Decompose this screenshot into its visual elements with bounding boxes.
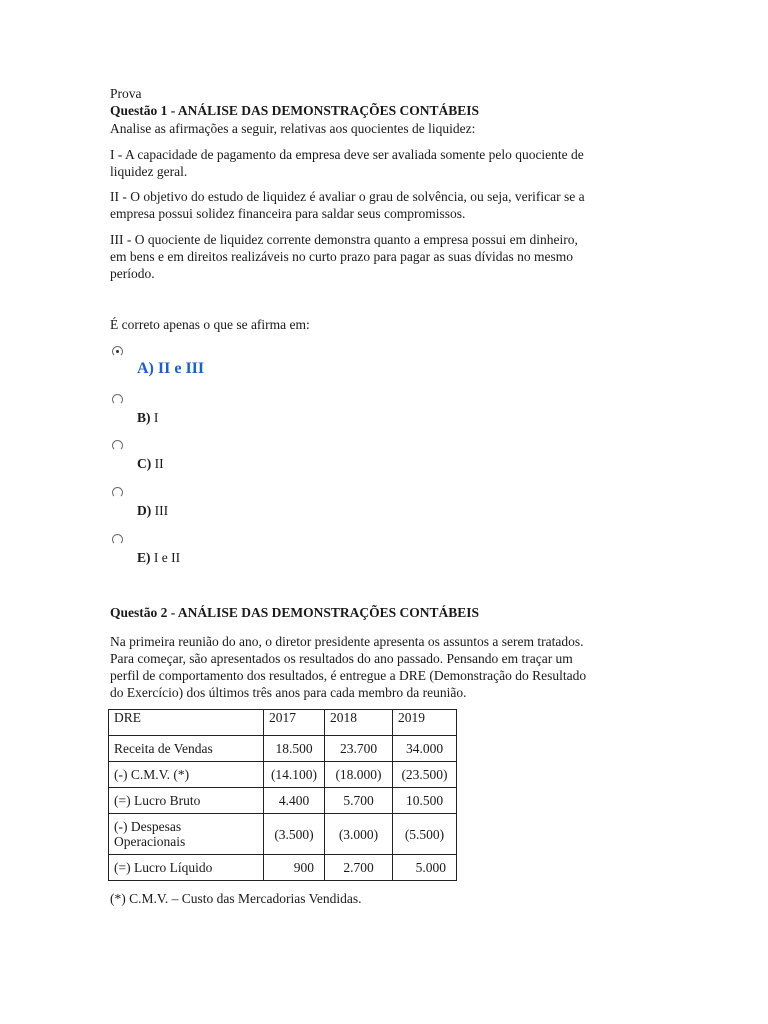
option-e-label[interactable] [137,550,180,566]
question-2-paragraph-line-4: do Exercício) dos últimos três anos para cada membro da reunião. [110,685,467,700]
table-cell-label: Receita de Vendas [109,736,264,762]
dre-table [108,709,457,881]
option-d-letter: D) [137,503,152,518]
option-b-text: I [153,410,159,425]
table-cell-value: (3.000) [325,814,393,855]
table-cell-label: (-) C.M.V. (*) [109,762,264,788]
table-header-cell: DRE [109,710,264,736]
statement-2-line-2: empresa possui solidez financeira para saldar seus compromissos. [110,206,466,221]
table-cell-value: (14.100) [264,762,325,788]
option-a-radio[interactable] [112,346,123,357]
option-c-text: II [154,456,164,471]
option-d-radio[interactable] [112,487,123,498]
table-row [109,855,457,881]
table-cell-value: 900 [264,855,325,881]
table-cell-value: 34.000 [393,736,457,762]
table-header-cell: 2017 [264,710,325,736]
table-cell-value: (23.500) [393,762,457,788]
question-1-title: Questão 1 - ANÁLISE DAS DEMONSTRAÇÕES CONTÁBEIS [110,103,480,118]
option-c-label[interactable] [137,456,164,472]
table-cell-value: (18.000) [325,762,393,788]
question-1-intro: Analise as afirmações a seguir, relativas aos quocientes de liquidez: [110,121,476,136]
table-row [109,736,457,762]
table-cell-value: 5.000 [393,855,457,881]
option-c-letter: C) [137,456,152,471]
statement-3-line-3: período. [110,266,155,281]
statement-1-line-1: I - A capacidade de pagamento da empresa deve ser avaliada somente pelo quociente de [110,147,584,162]
question-2-title: Questão 2 - ANÁLISE DAS DEMONSTRAÇÕES CONTÁBEIS [110,605,480,620]
table-cell-value: 2.700 [325,855,393,881]
table-cell-label: (-) Despesas Operacionais [109,814,264,855]
table-cell-value: 5.700 [325,788,393,814]
question-2-paragraph-line-3: perfil de comportamento dos resultados, é entregue a DRE (Demonstração do Resultado [110,668,587,683]
table-cell-label: (=) Lucro Bruto [109,788,264,814]
option-d-label[interactable] [137,503,168,519]
table-footnote: (*) C.M.V. – Custo das Mercadorias Vendidas. [110,891,362,906]
table-header-cell: 2019 [393,710,457,736]
option-a-letter: A) [137,360,154,377]
option-c-radio[interactable] [112,440,123,451]
option-b-letter: B) [137,410,151,425]
table-cell-value: 10.500 [393,788,457,814]
table-row [109,814,457,855]
table-row [109,762,457,788]
table-cell-label: (=) Lucro Líquido [109,855,264,881]
option-b-radio[interactable] [112,394,123,405]
table-header-row [109,710,457,736]
option-e-radio[interactable] [112,534,123,545]
table-cell-value: 4.400 [264,788,325,814]
option-d-text: III [154,503,169,518]
table-row [109,788,457,814]
statement-3-line-1: III - O quociente de liquidez corrente demonstra quanto a empresa possui em dinheiro, [110,232,578,247]
header-label: Prova [110,86,142,101]
statement-2-line-1: II - O objetivo do estudo de liquidez é avaliar o grau de solvência, ou seja, verificar se a [110,189,585,204]
table-cell-value: (5.500) [393,814,457,855]
table-cell-value: 23.700 [325,736,393,762]
option-a-label[interactable] [137,361,204,377]
question-1-prompt: É correto apenas o que se afirma em: [110,317,310,332]
table-cell-value: (3.500) [264,814,325,855]
statement-1-line-2: liquidez geral. [110,164,188,179]
table-cell-value: 18.500 [264,736,325,762]
option-a-text: II e III [157,360,205,377]
option-e-text: I e II [153,550,181,565]
option-b-label[interactable] [137,410,158,426]
option-e-letter: E) [137,550,151,565]
statement-3-line-2: em bens e em direitos realizáveis no curto prazo para pagar as suas dívidas no mesmo [110,249,573,264]
table-header-cell: 2018 [325,710,393,736]
question-2-paragraph-line-2: Para começar, são apresentados os resultados do ano passado. Pensando em traçar um [110,651,573,666]
question-2-paragraph-line-1: Na primeira reunião do ano, o diretor presidente apresenta os assuntos a serem tratados. [110,634,584,649]
